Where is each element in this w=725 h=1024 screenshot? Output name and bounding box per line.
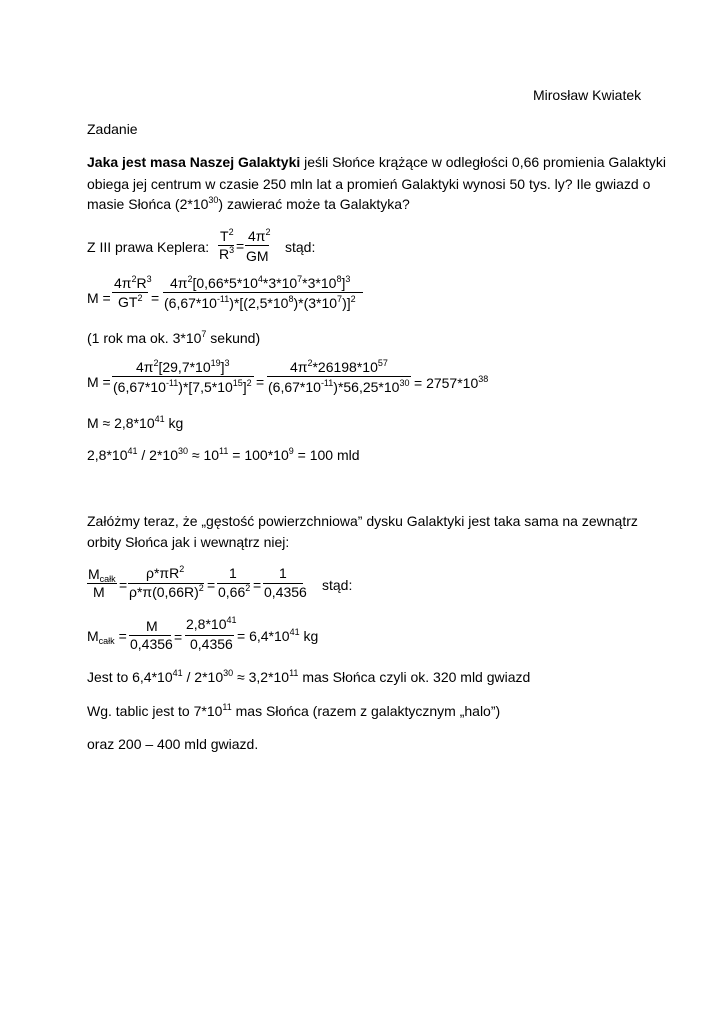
- task-line-2: obiega jej centrum w czasie 250 mln lat a promień Galaktyki wynosi 50 tys. ly? Ile gwiazd o: [87, 176, 651, 192]
- task-line-3: [87, 197, 410, 211]
- mcalk-result: [237, 629, 318, 643]
- task-title: Jaka jest masa Naszej Galaktyki: [87, 154, 301, 170]
- task-line-3-a: masie Słońca (2*10: [87, 196, 209, 212]
- seconds-note-b: sekund): [206, 330, 261, 346]
- mass-result-exp: 41: [154, 414, 165, 424]
- mcalk-result-exp: 41: [289, 627, 300, 637]
- seconds-note-a: (1 rok ma ok. 3*10: [87, 330, 202, 346]
- mass-result-unit: kg: [164, 415, 184, 431]
- task-line-1-text: jeśli Słońce krążące w odległości 0,66 promienia Galaktyki: [300, 154, 666, 170]
- oraz-line: oraz 200 – 400 mld gwiazd.: [87, 736, 259, 752]
- kepler-stad: stąd:: [285, 239, 316, 255]
- kepler-label: Z III prawa Keplera:: [87, 239, 210, 255]
- task-line-3-exp: 30: [208, 195, 219, 205]
- kepler-t2: $T^2$: [220, 227, 234, 244]
- task-heading: Zadanie: [87, 121, 138, 137]
- jest-to-line: Jest to $6,4*10^{41} / 2*10^{30} \approx 3,2*10^{11}$ mas Słońca czyli ok. 320 mld gwiazd: [87, 668, 531, 685]
- mcalk-result-base: = 6,4*10: [237, 628, 290, 644]
- para2-line-1: Załóżmy teraz, że „gęstość powierzchniowa” dysku Galaktyki jest taka sama na zewnątrz: [87, 513, 638, 529]
- mass-approx-exp: 38: [478, 374, 489, 384]
- kepler-gm: GM: [246, 248, 269, 264]
- mass-approx-base: 2757*10: [426, 375, 479, 391]
- mass-result-base: M ≈ 2,8*10: [87, 415, 155, 431]
- mass-approx-result: = $2757*10^{38}$: [414, 374, 489, 391]
- kepler-r3: $R^3$: [219, 245, 235, 262]
- wg-tablic-line: Wg. tablic jest to $7*10^{11}$ mas Słońca (razem z galaktycznym „halo”): [87, 702, 501, 719]
- kepler-eq: =: [236, 238, 245, 254]
- author-name: Mirosław Kwiatek: [533, 87, 642, 103]
- stars-count-line: $2,8*10^{41} / 2*10^{30} \approx 10^{11} = 100*10^9 = 100$ mld: [87, 446, 360, 463]
- task-line-3-b: ) zawierać może ta Galaktyka?: [218, 196, 410, 212]
- kepler-4pi2: $4\pi^2$: [248, 227, 271, 244]
- seconds-note: [87, 331, 260, 345]
- task-line-1: [87, 155, 666, 169]
- para2-line-2: orbity Słońca jak i wewnątrz niej:: [87, 534, 290, 550]
- ratio-stad: stąd:: [322, 577, 353, 593]
- mass-result: [87, 416, 183, 430]
- seconds-note-exp: 7: [201, 329, 207, 339]
- mcalk-result-unit: kg: [299, 628, 319, 644]
